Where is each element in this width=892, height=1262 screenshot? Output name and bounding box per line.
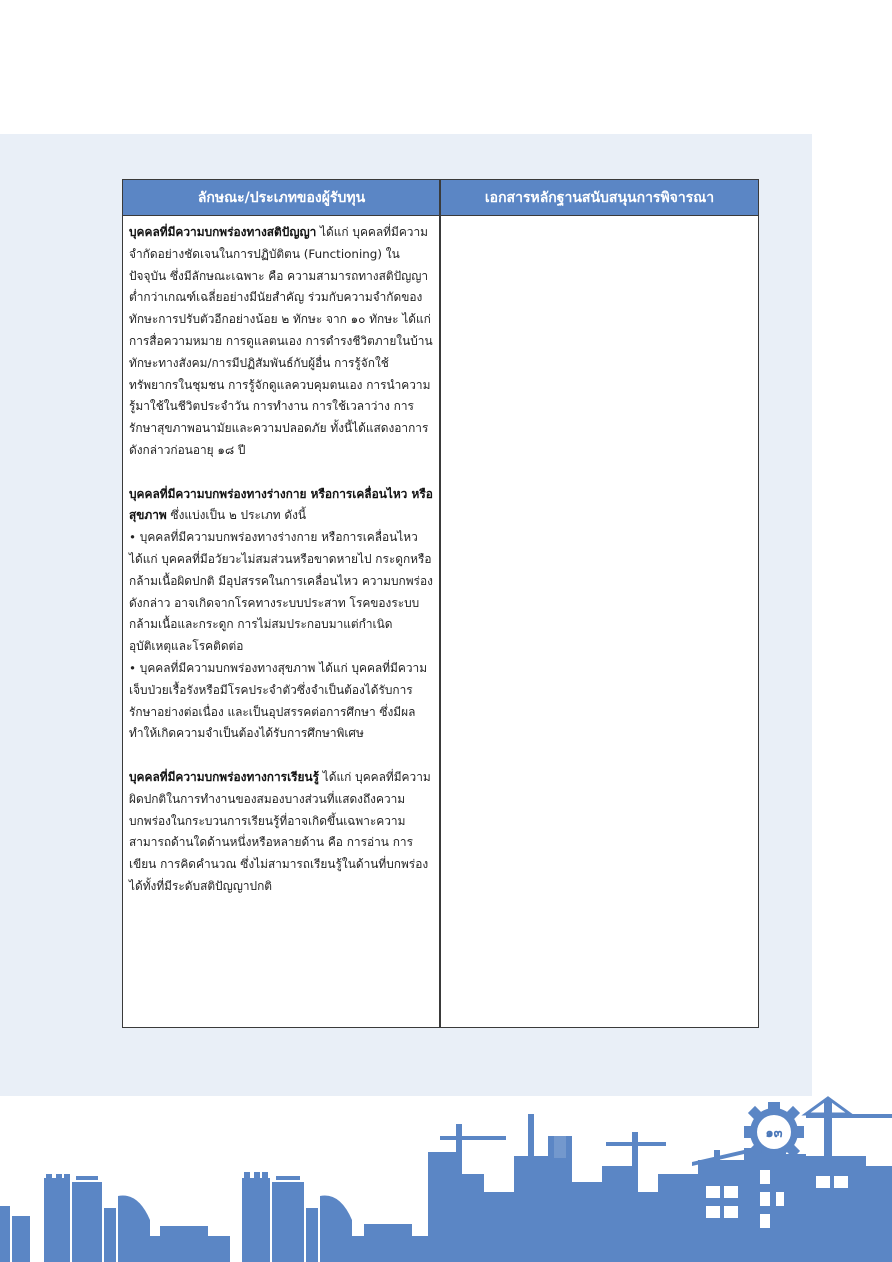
recipient-type-cell (129, 222, 435, 898)
city-skyline-illustration (0, 1096, 892, 1262)
section-intellectual-disability (129, 222, 435, 462)
header-supporting-documents: เอกสารหลักฐานสนับสนุนการพิจารณา (484, 190, 715, 206)
section-physical-health-disability (129, 484, 435, 528)
section-text: ซึ่งแบ่งเป็น ๒ ประเภท ดังนี้ (166, 508, 307, 523)
section-title: บุคคลที่มีความบกพร่องทางการเรียนรู้ (129, 769, 320, 784)
section-text: ได้แก่ บุคคลที่มีความจำกัดอย่างชัดเจนในการปฏิบัติตน (Functioning) ในปัจจุบัน ซึ่งมีลักษณะเฉพาะ คือ ความสามารถทางสติปัญญาต่ำกว่าเกณฑ์เฉลี่ยอย่างมีนัยสำคัญ ร่วมกับความจำกัดของทักษะการปรับตัวอีกอย่างน้อย ๒ ทักษะ จาก ๑๐ ทักษะ ได้แก่ การสื่อความหมาย การดูแลตนเอง การดำรงชีวิตภายในบ้าน ทักษะทางสังคม/การมีปฏิสัมพันธ์กับผู้อื่น การรู้จักใช้ทรัพยากรในชุมชน การรู้จักดูแลควบคุมตนเอง การนำความรู้มาใช้ในชีวิตประจำวัน การทำงาน การใช้เวลาว่าง การรักษาสุขภาพอนามัยและความปลอดภัย ทั้งนี้ได้แสดงอาการดังกล่าวก่อนอายุ ๑๘ ปี (129, 225, 433, 457)
section-text: ได้แก่ บุคคลที่มีความผิดปกติในการทำงานของสมองบางส่วนที่แสดงถึงความบกพร่องในกระบวนการเรียนรู้ที่อาจเกิดขึ้นเฉพาะความสามารถด้านใดด้านหนึ่งหรือหลายด้าน คือ การอ่าน การเขียน การคิดคำนวณ ซึ่งไม่สามารถเรียนรู้ในด้านที่บกพร่องได้ทั้งที่มีระดับสติปัญญาปกติ (129, 769, 431, 893)
supporting-documents-cell (441, 217, 758, 1027)
section-title: บุคคลที่มีความบกพร่องทางสติปัญญา (129, 225, 317, 239)
header-recipient-type: ลักษณะ/ประเภทของผู้รับทุน (197, 190, 366, 206)
section-learning-disability (129, 767, 435, 898)
bullet-health-disability: • บุคคลที่มีความบกพร่องทางสุขภาพ ได้แก่ บุคคลที่มีความเจ็บป่วยเรื้อรังหรือมีโรคประจำตัวซึ่งจำเป็นต้องได้รับการรักษาอย่างต่อเนื่อง และเป็นอุปสรรคต่อการศึกษา ซึ่งมีผลทำให้เกิดความจำเป็นต้องได้รับการศึกษาพิเศษ (129, 660, 428, 741)
bullet-physical-disability: • บุคคลที่มีความบกพร่องทางร่างกาย หรือการเคลื่อนไหว ได้แก่ บุคคลที่มีอวัยวะไม่สมส่วนหรือขาดหายไป กระดูกหรือกล้ามเนื้อผิดปกติ มีอุปสรรคในการเคลื่อนไหว ความบกพร่องดังกล่าว อาจเกิดจากโรคทางระบบประสาท โรคของระบบกล้ามเนื้อและกระดูก การไม่สมประกอบมาแต่กำเนิด อุบัติเหตุและโรคติดต่อ (129, 530, 433, 654)
section-title: บุคคลที่มีความบกพร่องทางร่างกาย หรือการเคลื่อนไหว หรือสุขภาพ (129, 486, 433, 523)
page-number: ๑๓ (765, 1126, 783, 1141)
table-header-row (123, 180, 758, 216)
criteria-table (122, 179, 759, 1028)
